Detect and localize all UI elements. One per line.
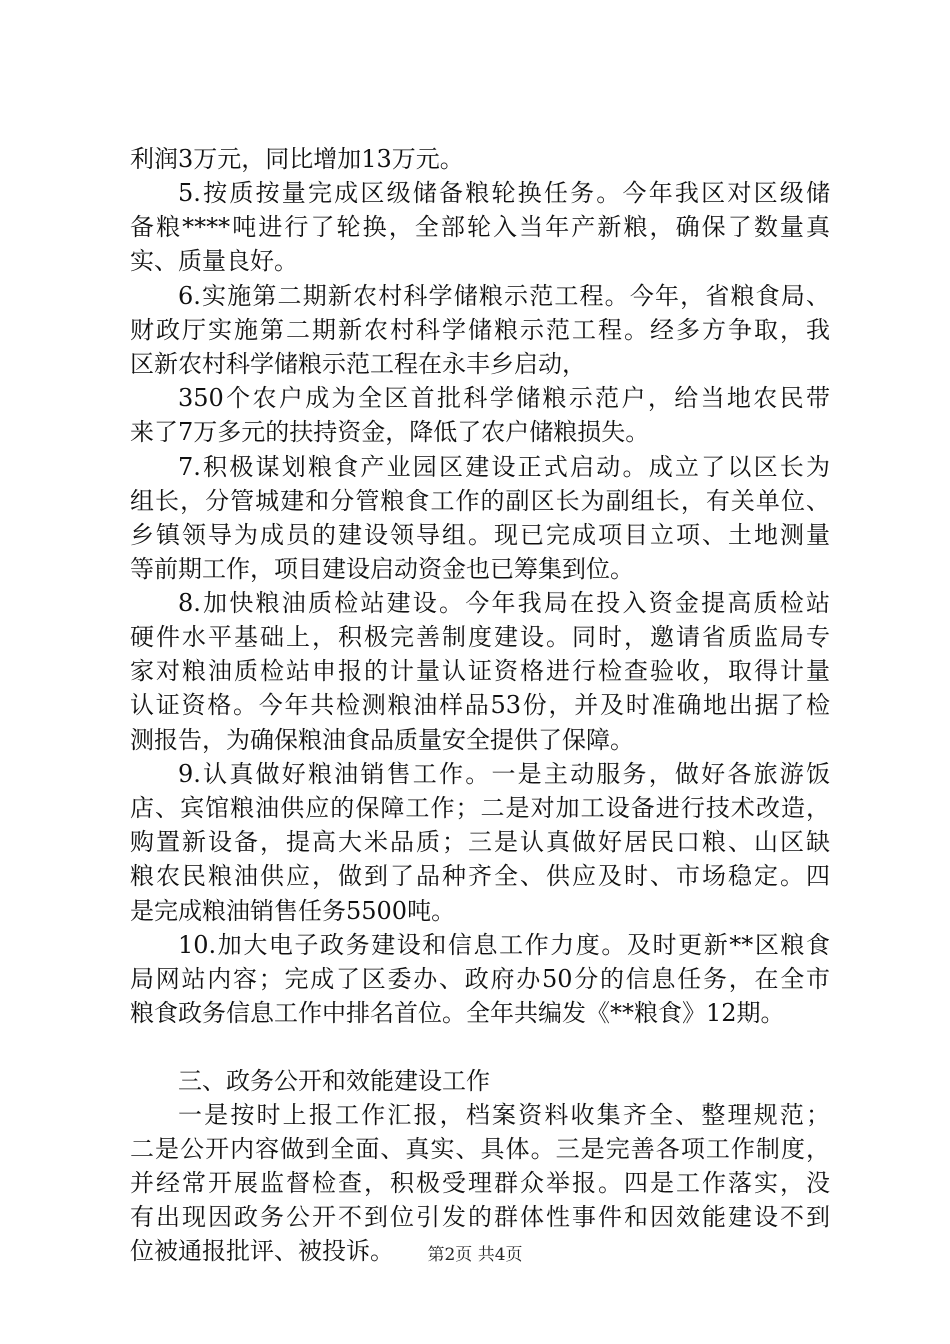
paragraph-line: 实、质量良好。: [130, 247, 298, 275]
paragraph-line: 10.加大电子政务建设和信息工作力度。及时更新**区粮食: [178, 931, 830, 959]
paragraph-line: 位被通报批评、被投诉。: [130, 1237, 394, 1265]
paragraph-line: 是完成粮油销售任务5500吨。: [130, 897, 456, 925]
page-number: 第2页 共4页: [427, 1245, 523, 1265]
paragraph-line: 一是按时上报工作汇报，档案资料收集齐全、整理规范；: [178, 1101, 830, 1129]
paragraph-line: 粮农民粮油供应，做到了品种齐全、供应及时、市场稳定。四: [130, 862, 830, 890]
paragraph-line: 等前期工作，项目建设启动资金也已筹集到位。: [130, 555, 634, 583]
paragraph-line: 二是公开内容做到全面、真实、具体。三是完善各项工作制度，: [130, 1135, 830, 1163]
paragraph-line: 购置新设备，提高大米品质；三是认真做好居民口粮、山区缺: [130, 828, 830, 856]
paragraph-line: 家对粮油质检站申报的计量认证资格进行检查验收，取得计量: [130, 657, 830, 685]
paragraph-line: 组长，分管城建和分管粮食工作的副区长为副组长，有关单位、: [130, 487, 830, 515]
paragraph-line: 财政厅实施第二期新农村科学储粮示范工程。经多方争取，我: [130, 316, 830, 344]
paragraph-line: 利润3万元，同比增加13万元。: [130, 145, 464, 173]
paragraph-line: 来了7万多元的扶持资金，降低了农户储粮损失。: [130, 418, 650, 446]
paragraph-line: 有出现因政务公开不到位引发的群体性事件和因效能建设不到: [130, 1203, 830, 1231]
paragraph-line: 店、宾馆粮油供应的保障工作；二是对加工设备进行技术改造，: [130, 794, 830, 822]
paragraph-line: 区新农村科学储粮示范工程在永丰乡启动，: [130, 350, 586, 378]
section-heading: 三、政务公开和效能建设工作: [178, 1067, 490, 1095]
paragraph-line: 局网站内容；完成了区委办、政府办50分的信息任务，在全市: [130, 965, 830, 993]
paragraph-line: 备粮****吨进行了轮换，全部轮入当年产新粮，确保了数量真: [130, 213, 830, 241]
paragraph-line: 并经常开展监督检查，积极受理群众举报。四是工作落实，没: [130, 1169, 830, 1197]
paragraph-line: 6.实施第二期新农村科学储粮示范工程。今年，省粮食局、: [178, 282, 830, 310]
paragraph-line: 乡镇领导为成员的建设领导组。现已完成项目立项、土地测量: [130, 521, 830, 549]
paragraph-line: 认证资格。今年共检测粮油样品53份，并及时准确地出据了检: [130, 691, 830, 719]
paragraph-line: 8.加快粮油质检站建设。今年我局在投入资金提高质检站: [178, 589, 830, 617]
paragraph-line: 9.认真做好粮油销售工作。一是主动服务，做好各旅游饭: [178, 760, 830, 788]
paragraph-line: 5.按质按量完成区级储备粮轮换任务。今年我区对区级储: [178, 179, 830, 207]
paragraph-line: 粮食政务信息工作中排名首位。全年共编发《**粮食》12期。: [130, 999, 785, 1027]
paragraph-line: 测报告，为确保粮油食品质量安全提供了保障。: [130, 726, 634, 754]
paragraph-line: 350个农户成为全区首批科学储粮示范户，给当地农民带: [178, 384, 830, 412]
paragraph-line: 硬件水平基础上，积极完善制度建设。同时，邀请省质监局专: [130, 623, 830, 651]
paragraph-line: 7.积极谋划粮食产业园区建设正式启动。成立了以区长为: [178, 453, 830, 481]
